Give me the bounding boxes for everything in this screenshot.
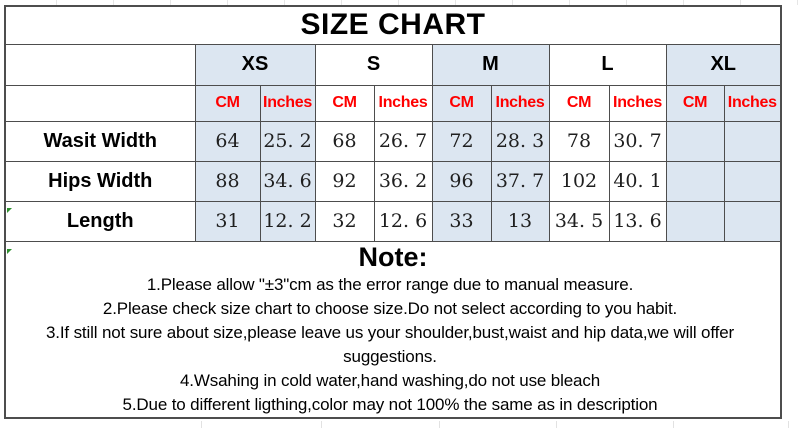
- note-line-3: 3.If still not sure about size,please leave us your shoulder,bust,waist and hip data,we will offer suggestions.: [45, 322, 735, 366]
- spreadsheet-gridline: [439, 421, 440, 428]
- cell-waist-s-cm: 68: [315, 121, 374, 161]
- cell-waist-xs-inches: 25. 2: [260, 121, 315, 161]
- cell-length-m-inches: 13: [491, 201, 549, 241]
- unit-header-m-inches: Inches: [491, 85, 549, 121]
- cell-waist-xl-cm: [666, 121, 724, 161]
- cell-waist-xl-inches: [724, 121, 781, 161]
- cell-hips-xl-cm: [666, 161, 724, 201]
- cell-hips-m-inches: 37. 7: [491, 161, 549, 201]
- page-title: SIZE CHART: [5, 6, 781, 44]
- cell-length-xl-cm: [666, 201, 724, 241]
- spreadsheet-gridline: [673, 421, 674, 428]
- cell-length-s-cm: 32: [315, 201, 374, 241]
- cell-hips-s-inches: 36. 2: [374, 161, 432, 201]
- cell-length-l-inches: 13. 6: [609, 201, 666, 241]
- cell-flag-icon: [7, 208, 12, 213]
- unit-header-s-cm: CM: [315, 85, 374, 121]
- unit-header-xl-inches: Inches: [724, 85, 781, 121]
- row-label-hips: Hips Width: [5, 161, 195, 201]
- spreadsheet-gridline: [556, 421, 557, 428]
- spreadsheet-gridline: [201, 421, 202, 428]
- unit-header-l-cm: CM: [549, 85, 609, 121]
- cell-length-m-cm: 33: [432, 201, 491, 241]
- note-line-4: 4.Wsahing in cold water,hand washing,do not use bleach: [179, 371, 600, 391]
- note-row: [5, 241, 781, 418]
- table-row-hips: [5, 161, 781, 201]
- note-line-1: 1.Please allow "±3"cm as the error range due to manual measure.: [146, 274, 634, 294]
- row-label-waist: Wasit Width: [5, 121, 195, 161]
- unit-header-s-inches: Inches: [374, 85, 432, 121]
- size-header-s: S: [315, 44, 432, 85]
- cell-length-xs-inches: 12. 2: [260, 201, 315, 241]
- size-header-row: [5, 44, 781, 85]
- spreadsheet-gridline: [321, 421, 322, 428]
- cell-flag-icon: [7, 249, 12, 254]
- note-line-5: 5.Due to different ligthing,color may not 100% the same as in description: [122, 395, 658, 415]
- cell-hips-xs-cm: 88: [195, 161, 260, 201]
- note-heading: Note:: [358, 241, 428, 272]
- cell-length-s-inches: 12. 6: [374, 201, 432, 241]
- cell-length-l-cm: 34. 5: [549, 201, 609, 241]
- cell-length-xs-cm: 31: [195, 201, 260, 241]
- unit-header-xs-cm: CM: [195, 85, 260, 121]
- cell-hips-m-cm: 96: [432, 161, 491, 201]
- unit-header-l-inches: Inches: [609, 85, 666, 121]
- table-row-length: [5, 201, 781, 241]
- cell-waist-xs-cm: 64: [195, 121, 260, 161]
- spreadsheet-gridline: [788, 421, 789, 428]
- cell-waist-m-cm: 72: [432, 121, 491, 161]
- title-row: [5, 6, 781, 44]
- size-header-xs: XS: [195, 44, 315, 85]
- cell-hips-xl-inches: [724, 161, 781, 201]
- cell-waist-m-inches: 28. 3: [491, 121, 549, 161]
- cell-waist-s-inches: 26. 7: [374, 121, 432, 161]
- unit-header-row: [5, 85, 781, 121]
- cell-hips-xs-inches: 34. 6: [260, 161, 315, 201]
- note-section: [5, 241, 781, 418]
- unit-header-xs-inches: Inches: [260, 85, 315, 121]
- label-empty-cell: [5, 85, 195, 121]
- size-header-m: M: [432, 44, 549, 85]
- unit-header-xl-cm: CM: [666, 85, 724, 121]
- cell-hips-l-inches: 40. 1: [609, 161, 666, 201]
- row-label-length: Length: [5, 201, 195, 241]
- cell-hips-s-cm: 92: [315, 161, 374, 201]
- cell-length-xl-inches: [724, 201, 781, 241]
- size-header-xl: XL: [666, 44, 781, 85]
- unit-header-m-cm: CM: [432, 85, 491, 121]
- cell-hips-l-cm: 102: [549, 161, 609, 201]
- cell-waist-l-inches: 30. 7: [609, 121, 666, 161]
- cell-waist-l-cm: 78: [549, 121, 609, 161]
- size-chart-table: [4, 5, 782, 419]
- corner-empty-cell: [5, 44, 195, 85]
- note-line-2: 2.Please check size chart to choose size.Do not select according to you habit.: [102, 298, 678, 318]
- table-row-waist: [5, 121, 781, 161]
- size-header-l: L: [549, 44, 666, 85]
